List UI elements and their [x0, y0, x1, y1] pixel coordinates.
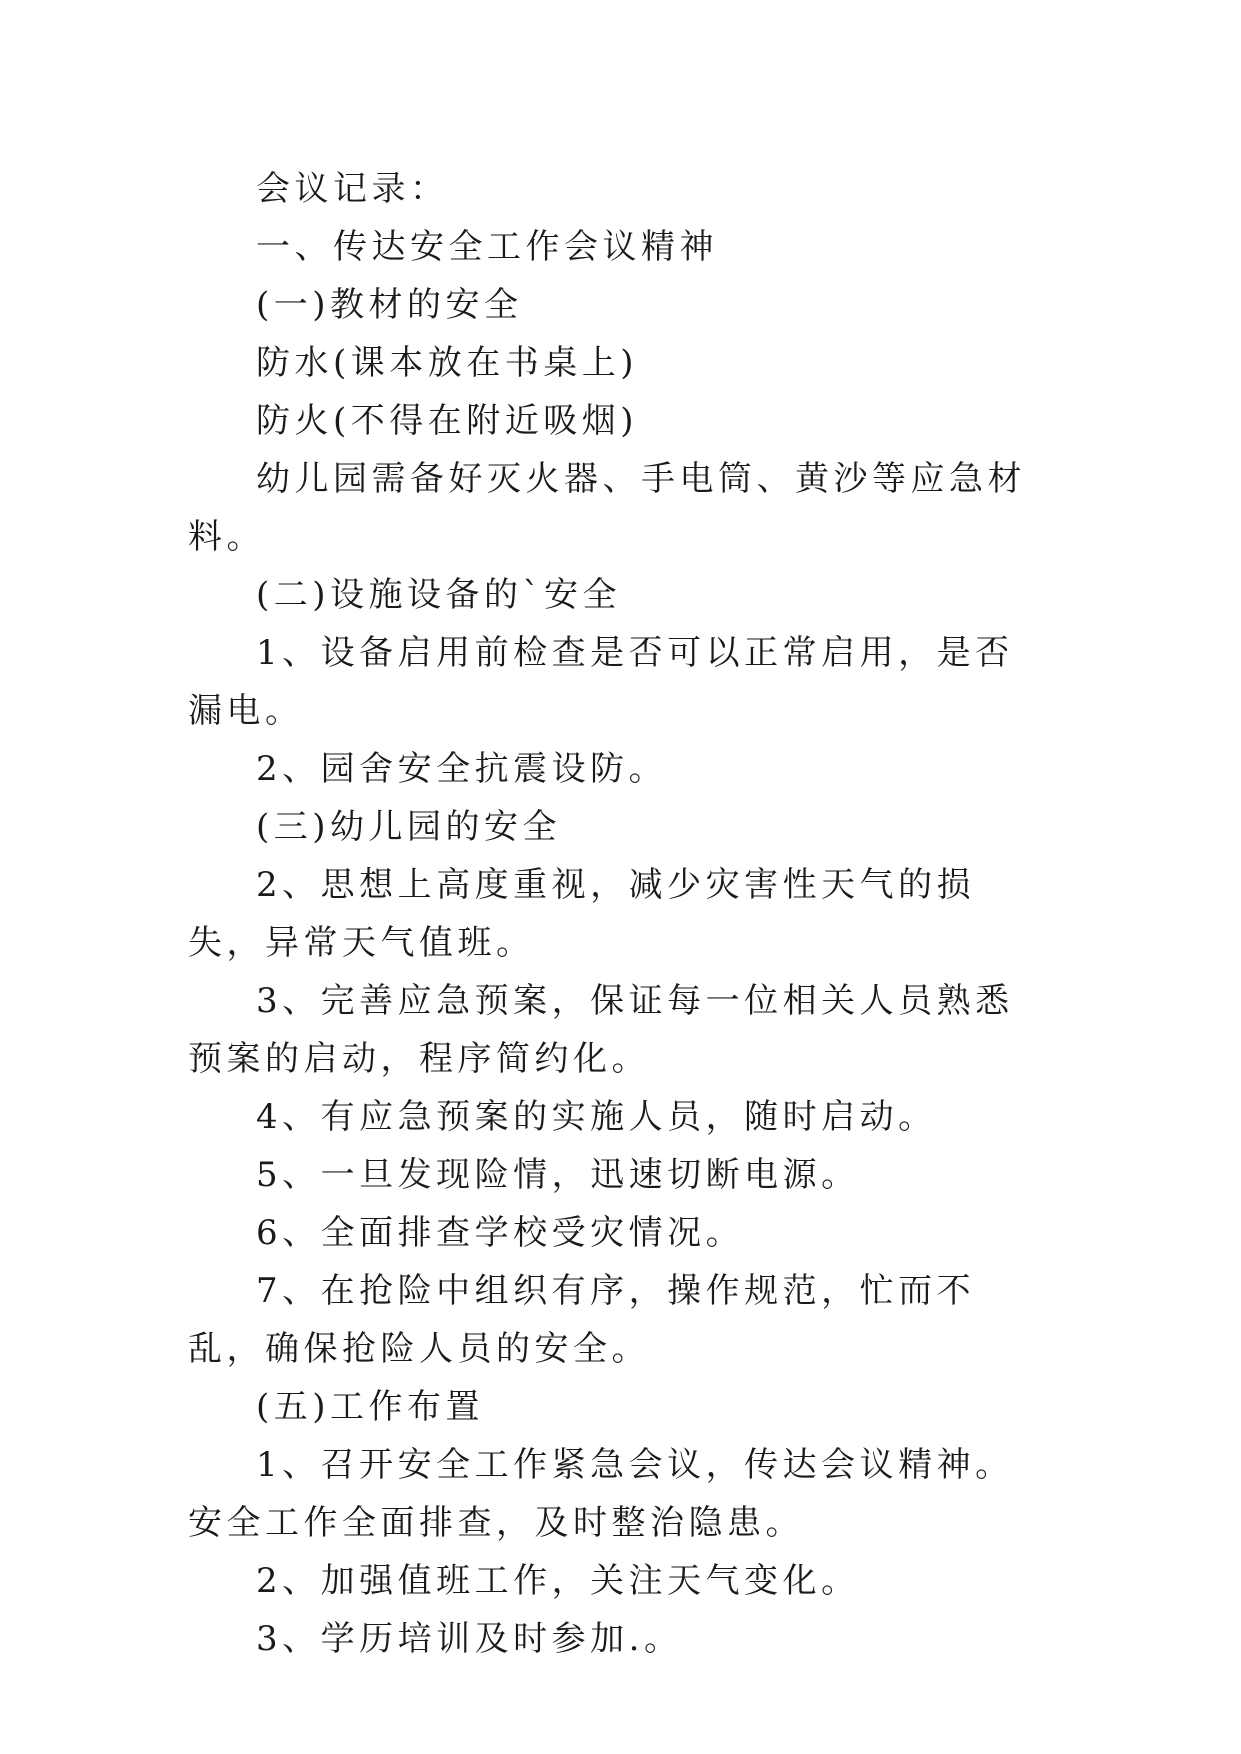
paragraph-item: 1、设备启用前检查是否可以正常启用，是否漏电。 — [188, 633, 1014, 731]
paragraph-item: 防火(不得在附近吸烟) — [256, 401, 639, 441]
paragraph-item: 防水(课本放在书桌上) — [256, 343, 639, 383]
paragraph-subsection-5: (五)工作布置 — [256, 1387, 485, 1427]
paragraph-item: 3、学历培训及时参加.。 — [256, 1619, 683, 1659]
document-body — [188, 160, 1050, 1668]
paragraph-item: 1、召开安全工作紧急会议，传达会议精神。安全工作全面排查，及时整治隐患。 — [188, 1445, 1014, 1543]
paragraph-subsection-2: (二)设施设备的`安全 — [256, 575, 622, 615]
paragraph-section-1: 一、传达安全工作会议精神 — [256, 227, 718, 267]
paragraph-subsection-3: (三)幼儿园的安全 — [256, 807, 562, 847]
paragraph-item: 2、思想上高度重视，减少灾害性天气的损失，异常天气值班。 — [188, 865, 976, 963]
paragraph-heading: 会议记录： — [256, 169, 449, 209]
paragraph-subsection-1: (一)教材的安全 — [256, 285, 523, 325]
paragraph-item: 3、完善应急预案，保证每一位相关人员熟悉预案的启动，程序简约化。 — [188, 981, 1014, 1079]
paragraph-item: 幼儿园需备好灭火器、手电筒、黄沙等应急材料。 — [188, 459, 1026, 557]
paragraph-item: 7、在抢险中组织有序，操作规范，忙而不乱，确保抢险人员的安全。 — [188, 1271, 976, 1369]
paragraph-item: 2、加强值班工作，关注天气变化。 — [256, 1561, 860, 1601]
paragraph-item: 5、一旦发现险情，迅速切断电源。 — [256, 1155, 860, 1195]
paragraph-item: 2、园舍安全抗震设防。 — [256, 749, 668, 789]
paragraph-item: 6、全面排查学校受灾情况。 — [256, 1213, 745, 1253]
paragraph-item: 4、有应急预案的实施人员，随时启动。 — [256, 1097, 937, 1137]
